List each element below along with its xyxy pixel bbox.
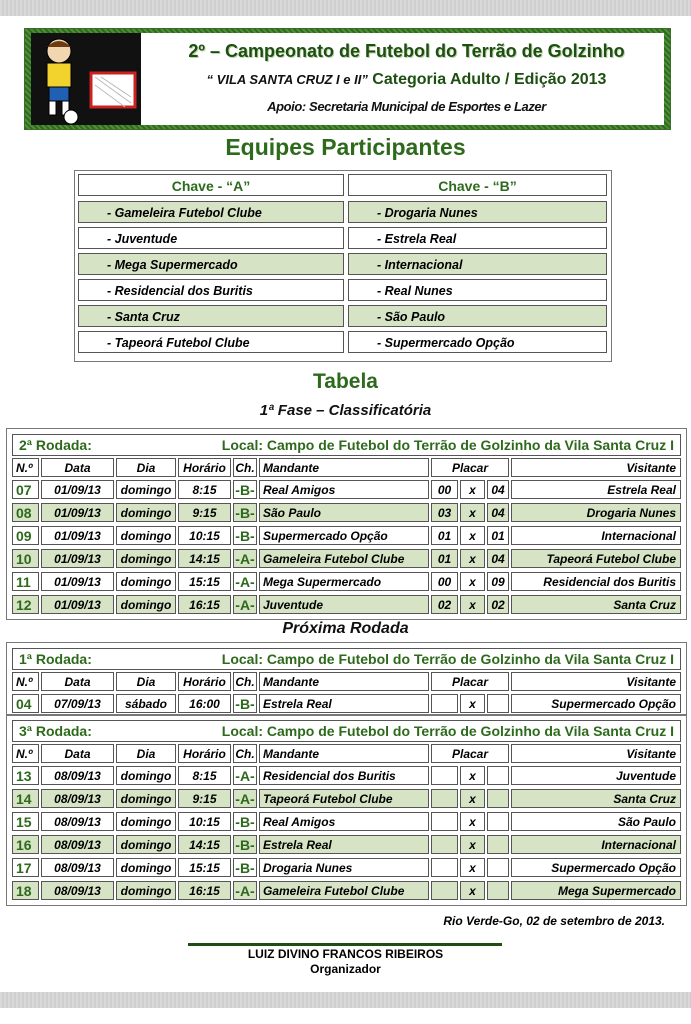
home-score	[431, 812, 458, 831]
column-header-n: N.º	[12, 744, 39, 763]
away-score	[487, 881, 509, 900]
game-date: 08/09/13	[41, 858, 114, 877]
column-header-n: N.º	[12, 672, 39, 691]
away-score: 04	[487, 549, 509, 568]
game-date: 08/09/13	[41, 766, 114, 785]
game-day: domingo	[116, 858, 176, 877]
team-a-item: - Gameleira Futebol Clube	[78, 201, 344, 223]
game-group: -B-	[233, 694, 257, 713]
column-header-mandante: Mandante	[259, 744, 429, 763]
support-line: Apoio: Secretaria Municipal de Esportes e Lazer	[267, 99, 546, 114]
away-team: Residencial dos Buritis	[511, 572, 681, 591]
game-number: 16	[12, 835, 39, 854]
game-number: 04	[12, 694, 39, 713]
round-location: Local: Campo de Futebol do Terrão de Golzinho da Vila Santa Cruz I	[221, 723, 674, 739]
schedule-title: Tabela	[313, 370, 378, 393]
game-date: 01/09/13	[41, 549, 114, 568]
score-separator: x	[460, 835, 485, 854]
signature-line	[188, 943, 502, 946]
championship-subtitle	[149, 71, 664, 89]
game-date: 01/09/13	[41, 572, 114, 591]
home-score	[431, 789, 458, 808]
away-score	[487, 858, 509, 877]
round-title	[12, 648, 681, 670]
home-team: São Paulo	[259, 503, 429, 522]
subtitle-venue: “ VILA SANTA CRUZ I e II”	[206, 72, 368, 87]
away-team: Internacional	[511, 835, 681, 854]
home-score: 00	[431, 572, 458, 591]
round-title	[12, 434, 681, 456]
game-number: 12	[12, 595, 39, 614]
home-score	[431, 835, 458, 854]
away-score	[487, 835, 509, 854]
column-header-dia: Dia	[116, 744, 176, 763]
home-score: 01	[431, 526, 458, 545]
column-header-visitante: Visitante	[511, 744, 681, 763]
column-header-data: Data	[41, 744, 114, 763]
team-a-item: - Residencial dos Buritis	[78, 279, 344, 301]
game-date: 01/09/13	[41, 503, 114, 522]
round-location: Local: Campo de Futebol do Terrão de Golzinho da Vila Santa Cruz I	[221, 651, 674, 667]
game-number: 07	[12, 480, 39, 499]
score-separator: x	[460, 789, 485, 808]
top-band	[0, 0, 691, 16]
team-b-item: - Supermercado Opção	[348, 331, 607, 353]
home-score: 02	[431, 595, 458, 614]
home-team: Drogaria Nunes	[259, 858, 429, 877]
game-time: 10:15	[178, 812, 231, 831]
score-separator: x	[460, 812, 485, 831]
game-number: 15	[12, 812, 39, 831]
home-score: 00	[431, 480, 458, 499]
game-time: 14:15	[178, 835, 231, 854]
away-score	[487, 694, 509, 713]
column-header-dia: Dia	[116, 458, 176, 477]
score-separator: x	[460, 694, 485, 713]
game-group: -B-	[233, 526, 257, 545]
away-score: 02	[487, 595, 509, 614]
game-date: 01/09/13	[41, 480, 114, 499]
phase-title: 1ª Fase – Classificatória	[259, 402, 432, 419]
game-number: 13	[12, 766, 39, 785]
organizer-name: LUIZ DIVINO FRANCOS RIBEIROS	[247, 947, 444, 961]
game-day: domingo	[116, 766, 176, 785]
game-group: -B-	[233, 480, 257, 499]
column-header-placar: Placar	[431, 458, 509, 477]
away-team: Internacional	[511, 526, 681, 545]
game-day: domingo	[116, 835, 176, 854]
away-team: Santa Cruz	[511, 595, 681, 614]
city-date: Rio Verde-Go, 02 de setembro de 2013.	[443, 914, 665, 928]
column-header-mandante: Mandante	[259, 458, 429, 477]
away-score	[487, 789, 509, 808]
column-header-visitante: Visitante	[511, 458, 681, 477]
column-header-placar: Placar	[431, 744, 509, 763]
teams-table	[74, 170, 612, 362]
game-day: sábado	[116, 694, 176, 713]
away-team: Santa Cruz	[511, 789, 681, 808]
away-team: Juventude	[511, 766, 681, 785]
away-score: 04	[487, 480, 509, 499]
game-number: 14	[12, 789, 39, 808]
home-team: Gameleira Futebol Clube	[259, 549, 429, 568]
game-time: 16:15	[178, 595, 231, 614]
home-score	[431, 694, 458, 713]
game-group: -B-	[233, 835, 257, 854]
game-time: 8:15	[178, 480, 231, 499]
team-a-item: - Mega Supermercado	[78, 253, 344, 275]
game-day: domingo	[116, 595, 176, 614]
game-date: 08/09/13	[41, 835, 114, 854]
away-score: 04	[487, 503, 509, 522]
game-day: domingo	[116, 526, 176, 545]
column-header-visitante: Visitante	[511, 672, 681, 691]
column-header-ch: Ch.	[233, 458, 257, 477]
round-1-table	[6, 642, 687, 716]
home-score: 01	[431, 549, 458, 568]
game-number: 17	[12, 858, 39, 877]
game-group: -B-	[233, 812, 257, 831]
game-time: 16:15	[178, 881, 231, 900]
game-time: 10:15	[178, 526, 231, 545]
game-date: 01/09/13	[41, 595, 114, 614]
game-time: 15:15	[178, 572, 231, 591]
team-a-item: - Tapeorá Futebol Clube	[78, 331, 344, 353]
column-header-data: Data	[41, 672, 114, 691]
away-team: Mega Supermercado	[511, 881, 681, 900]
home-team: Gameleira Futebol Clube	[259, 881, 429, 900]
game-number: 08	[12, 503, 39, 522]
away-team: Estrela Real	[511, 480, 681, 499]
away-score: 09	[487, 572, 509, 591]
round-3-table	[6, 714, 687, 906]
score-separator: x	[460, 858, 485, 877]
away-score	[487, 812, 509, 831]
game-group: -A-	[233, 766, 257, 785]
game-number: 09	[12, 526, 39, 545]
home-team: Residencial dos Buritis	[259, 766, 429, 785]
game-day: domingo	[116, 549, 176, 568]
team-b-item: - São Paulo	[348, 305, 607, 327]
mascot-logo-icon	[31, 33, 141, 125]
game-time: 9:15	[178, 503, 231, 522]
column-header-dia: Dia	[116, 672, 176, 691]
game-number: 11	[12, 572, 39, 591]
game-group: -B-	[233, 503, 257, 522]
game-time: 14:15	[178, 549, 231, 568]
column-header-hora: Horário	[178, 458, 231, 477]
home-team: Estrela Real	[259, 694, 429, 713]
column-header-hora: Horário	[178, 672, 231, 691]
game-day: domingo	[116, 789, 176, 808]
game-date: 08/09/13	[41, 881, 114, 900]
subtitle-category: Categoria Adulto / Edição 2013	[367, 71, 607, 88]
column-header-hora: Horário	[178, 744, 231, 763]
bottom-band	[0, 992, 691, 1008]
team-b-item: - Real Nunes	[348, 279, 607, 301]
column-header-ch: Ch.	[233, 744, 257, 763]
team-a-item: - Santa Cruz	[78, 305, 344, 327]
game-group: -B-	[233, 858, 257, 877]
round-2-table	[6, 428, 687, 620]
team-b-item: - Drogaria Nunes	[348, 201, 607, 223]
chave-b-header: Chave - “B”	[348, 174, 607, 196]
game-group: -A-	[233, 595, 257, 614]
game-day: domingo	[116, 503, 176, 522]
game-group: -A-	[233, 789, 257, 808]
game-date: 08/09/13	[41, 812, 114, 831]
game-day: domingo	[116, 881, 176, 900]
away-team: Supermercado Opção	[511, 694, 681, 713]
home-team: Real Amigos	[259, 480, 429, 499]
home-team: Estrela Real	[259, 835, 429, 854]
away-score: 01	[487, 526, 509, 545]
game-time: 15:15	[178, 858, 231, 877]
game-date: 08/09/13	[41, 789, 114, 808]
round-label: 2ª Rodada:	[19, 437, 92, 453]
away-team: Drogaria Nunes	[511, 503, 681, 522]
round-label: 3ª Rodada:	[19, 723, 92, 739]
team-b-item: - Estrela Real	[348, 227, 607, 249]
teams-title: Equipes Participantes	[225, 134, 466, 160]
column-header-data: Data	[41, 458, 114, 477]
game-number: 10	[12, 549, 39, 568]
round-label: 1ª Rodada:	[19, 651, 92, 667]
team-a-item: - Juventude	[78, 227, 344, 249]
game-group: -A-	[233, 881, 257, 900]
home-team: Mega Supermercado	[259, 572, 429, 591]
home-team: Real Amigos	[259, 812, 429, 831]
next-round-title: Próxima Rodada	[282, 620, 409, 637]
round-location: Local: Campo de Futebol do Terrão de Golzinho da Vila Santa Cruz I	[221, 437, 674, 453]
home-score: 03	[431, 503, 458, 522]
game-group: -A-	[233, 549, 257, 568]
organizer-role: Organizador	[310, 962, 381, 976]
home-score	[431, 766, 458, 785]
home-team: Supermercado Opção	[259, 526, 429, 545]
home-score	[431, 881, 458, 900]
round-title	[12, 720, 681, 742]
score-separator: x	[460, 595, 485, 614]
home-team: Tapeorá Futebol Clube	[259, 789, 429, 808]
game-day: domingo	[116, 572, 176, 591]
game-group: -A-	[233, 572, 257, 591]
away-team: Tapeorá Futebol Clube	[511, 549, 681, 568]
game-date: 07/09/13	[41, 694, 114, 713]
header-banner	[24, 28, 671, 130]
score-separator: x	[460, 503, 485, 522]
away-team: São Paulo	[511, 812, 681, 831]
column-header-placar: Placar	[431, 672, 509, 691]
game-time: 9:15	[178, 789, 231, 808]
away-team: Supermercado Opção	[511, 858, 681, 877]
game-day: domingo	[116, 812, 176, 831]
team-b-item: - Internacional	[348, 253, 607, 275]
away-score	[487, 766, 509, 785]
game-time: 8:15	[178, 766, 231, 785]
column-header-n: N.º	[12, 458, 39, 477]
score-separator: x	[460, 766, 485, 785]
game-number: 18	[12, 881, 39, 900]
chave-a-header: Chave - “A”	[78, 174, 344, 196]
score-separator: x	[460, 572, 485, 591]
score-separator: x	[460, 549, 485, 568]
score-separator: x	[460, 480, 485, 499]
game-date: 01/09/13	[41, 526, 114, 545]
score-separator: x	[460, 881, 485, 900]
game-time: 16:00	[178, 694, 231, 713]
column-header-ch: Ch.	[233, 672, 257, 691]
home-score	[431, 858, 458, 877]
game-day: domingo	[116, 480, 176, 499]
home-team: Juventude	[259, 595, 429, 614]
score-separator: x	[460, 526, 485, 545]
column-header-mandante: Mandante	[259, 672, 429, 691]
championship-title: 2º – Campeonato de Futebol do Terrão de Golzinho	[188, 41, 625, 61]
